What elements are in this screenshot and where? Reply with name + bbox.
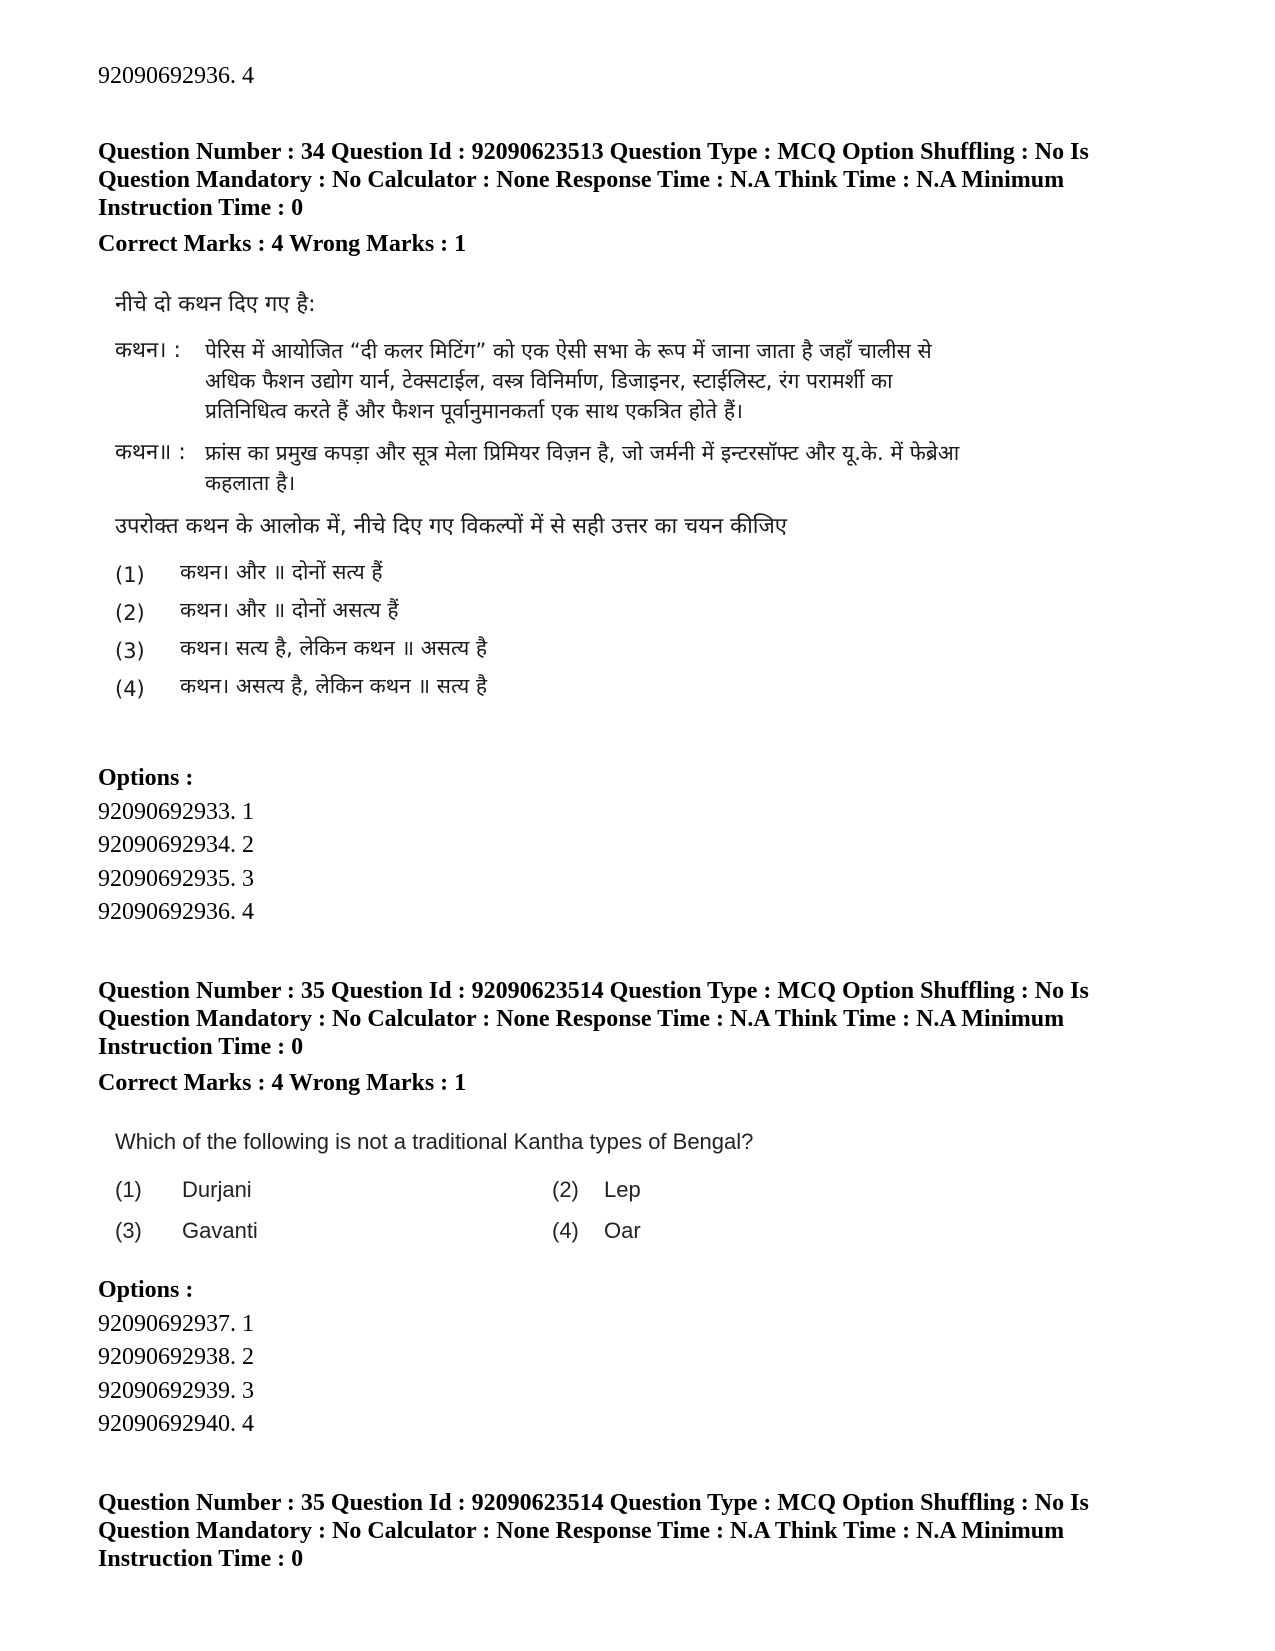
q35-question: Which of the following is not a traditional Kantha types of Bengal? (115, 1129, 754, 1154)
q34-choice-3-num: (3) (115, 639, 145, 663)
q35-options-label: Options : (98, 1277, 194, 1303)
option-carryover: 92090692936. 4 (98, 63, 254, 89)
q34-intro: नीचे दो कथन दिए गए है: (115, 292, 316, 317)
q34-option-3: 92090692935. 3 (98, 866, 254, 892)
q34-option-1: 92090692933. 1 (98, 799, 254, 825)
q35-option-2: 92090692938. 2 (98, 1344, 254, 1370)
q35-repeat-meta: Question Number : 35 Question Id : 92090623514 Question Type : MCQ Option Shuffling : No Is Question Mandatory : No Calculator : None Response Time : N.A Think Time : N.A Minimum Instruction Time : 0 (98, 1490, 1089, 1572)
q34-statement2-text: फ्रांस का प्रमुख कपड़ा और सूत्र मेला प्रिमियर विज़न है, जो जर्मनी में इन्टरसॉफ्ट और यू.के. में फेब्रेआ कहलाता है। (205, 441, 960, 495)
q34-meta: Question Number : 34 Question Id : 92090623513 Question Type : MCQ Option Shuffling : No Is Question Mandatory : No Calculator : None Response Time : N.A Think Time : N.A Minimum Instruction Time : 0 (98, 139, 1089, 221)
q34-statement2-label: कथन॥ : (115, 440, 186, 465)
q35-choice-2-text: Lep (604, 1177, 641, 1202)
q34-choice-2-text: कथन। और ॥ दोनों असत्य हैं (180, 598, 399, 622)
q34-option-4: 92090692936. 4 (98, 899, 254, 925)
q34-instruction: उपरोक्त कथन के आलोक में, नीचे दिए गए विकल्पों में से सही उत्तर का चयन कीजिए (115, 514, 787, 539)
q35-choice-3-text: Gavanti (182, 1218, 258, 1243)
q35-choice-2-num: (2) (552, 1177, 579, 1202)
q34-statement1-label: कथन। : (115, 338, 181, 363)
q34-option-2: 92090692934. 2 (98, 832, 254, 858)
q35-choice-4-text: Oar (604, 1218, 641, 1243)
q34-statement1-text: पेरिस में आयोजित “दी कलर मिटिंग” को एक ऐसी सभा के रूप में जाना जाता है जहाँ चालीस से अधिक फैशन उद्योग यार्न, टेक्सटाईल, वस्त्र विनिर्माण, डिजाइनर, स्टाईलिस्ट, रंग परामर्शी का प्रतिनिधित्व करते हैं और फैशन पूर्वानुमानकर्ता एक साथ एकत्रित होते हैं। (205, 339, 932, 423)
q35-choice-3-num: (3) (115, 1218, 142, 1243)
q34-choice-3-text: कथन। सत्य है, लेकिन कथन ॥ असत्य है (180, 636, 488, 660)
q34-options-label: Options : (98, 765, 194, 791)
q35-choice-4-num: (4) (552, 1218, 579, 1243)
q35-option-3: 92090692939. 3 (98, 1378, 254, 1404)
q35-choice-1-text: Durjani (182, 1177, 252, 1202)
q34-choice-1-num: (1) (115, 563, 145, 587)
q35-meta: Question Number : 35 Question Id : 92090623514 Question Type : MCQ Option Shuffling : No Is Question Mandatory : No Calculator : None Response Time : N.A Think Time : N.A Minimum Instruction Time : 0 (98, 978, 1089, 1060)
q35-option-1: 92090692937. 1 (98, 1311, 254, 1337)
q34-marks: Correct Marks : 4 Wrong Marks : 1 (98, 231, 467, 257)
q34-choice-2-num: (2) (115, 601, 145, 625)
q34-choice-4-text: कथन। असत्य है, लेकिन कथन ॥ सत्य है (180, 674, 488, 698)
q34-choice-1-text: कथन। और ॥ दोनों सत्य हैं (180, 560, 383, 584)
q35-choice-1-num: (1) (115, 1177, 142, 1202)
q35-option-4: 92090692940. 4 (98, 1411, 254, 1437)
q35-marks: Correct Marks : 4 Wrong Marks : 1 (98, 1070, 467, 1096)
q34-choice-4-num: (4) (115, 677, 145, 701)
